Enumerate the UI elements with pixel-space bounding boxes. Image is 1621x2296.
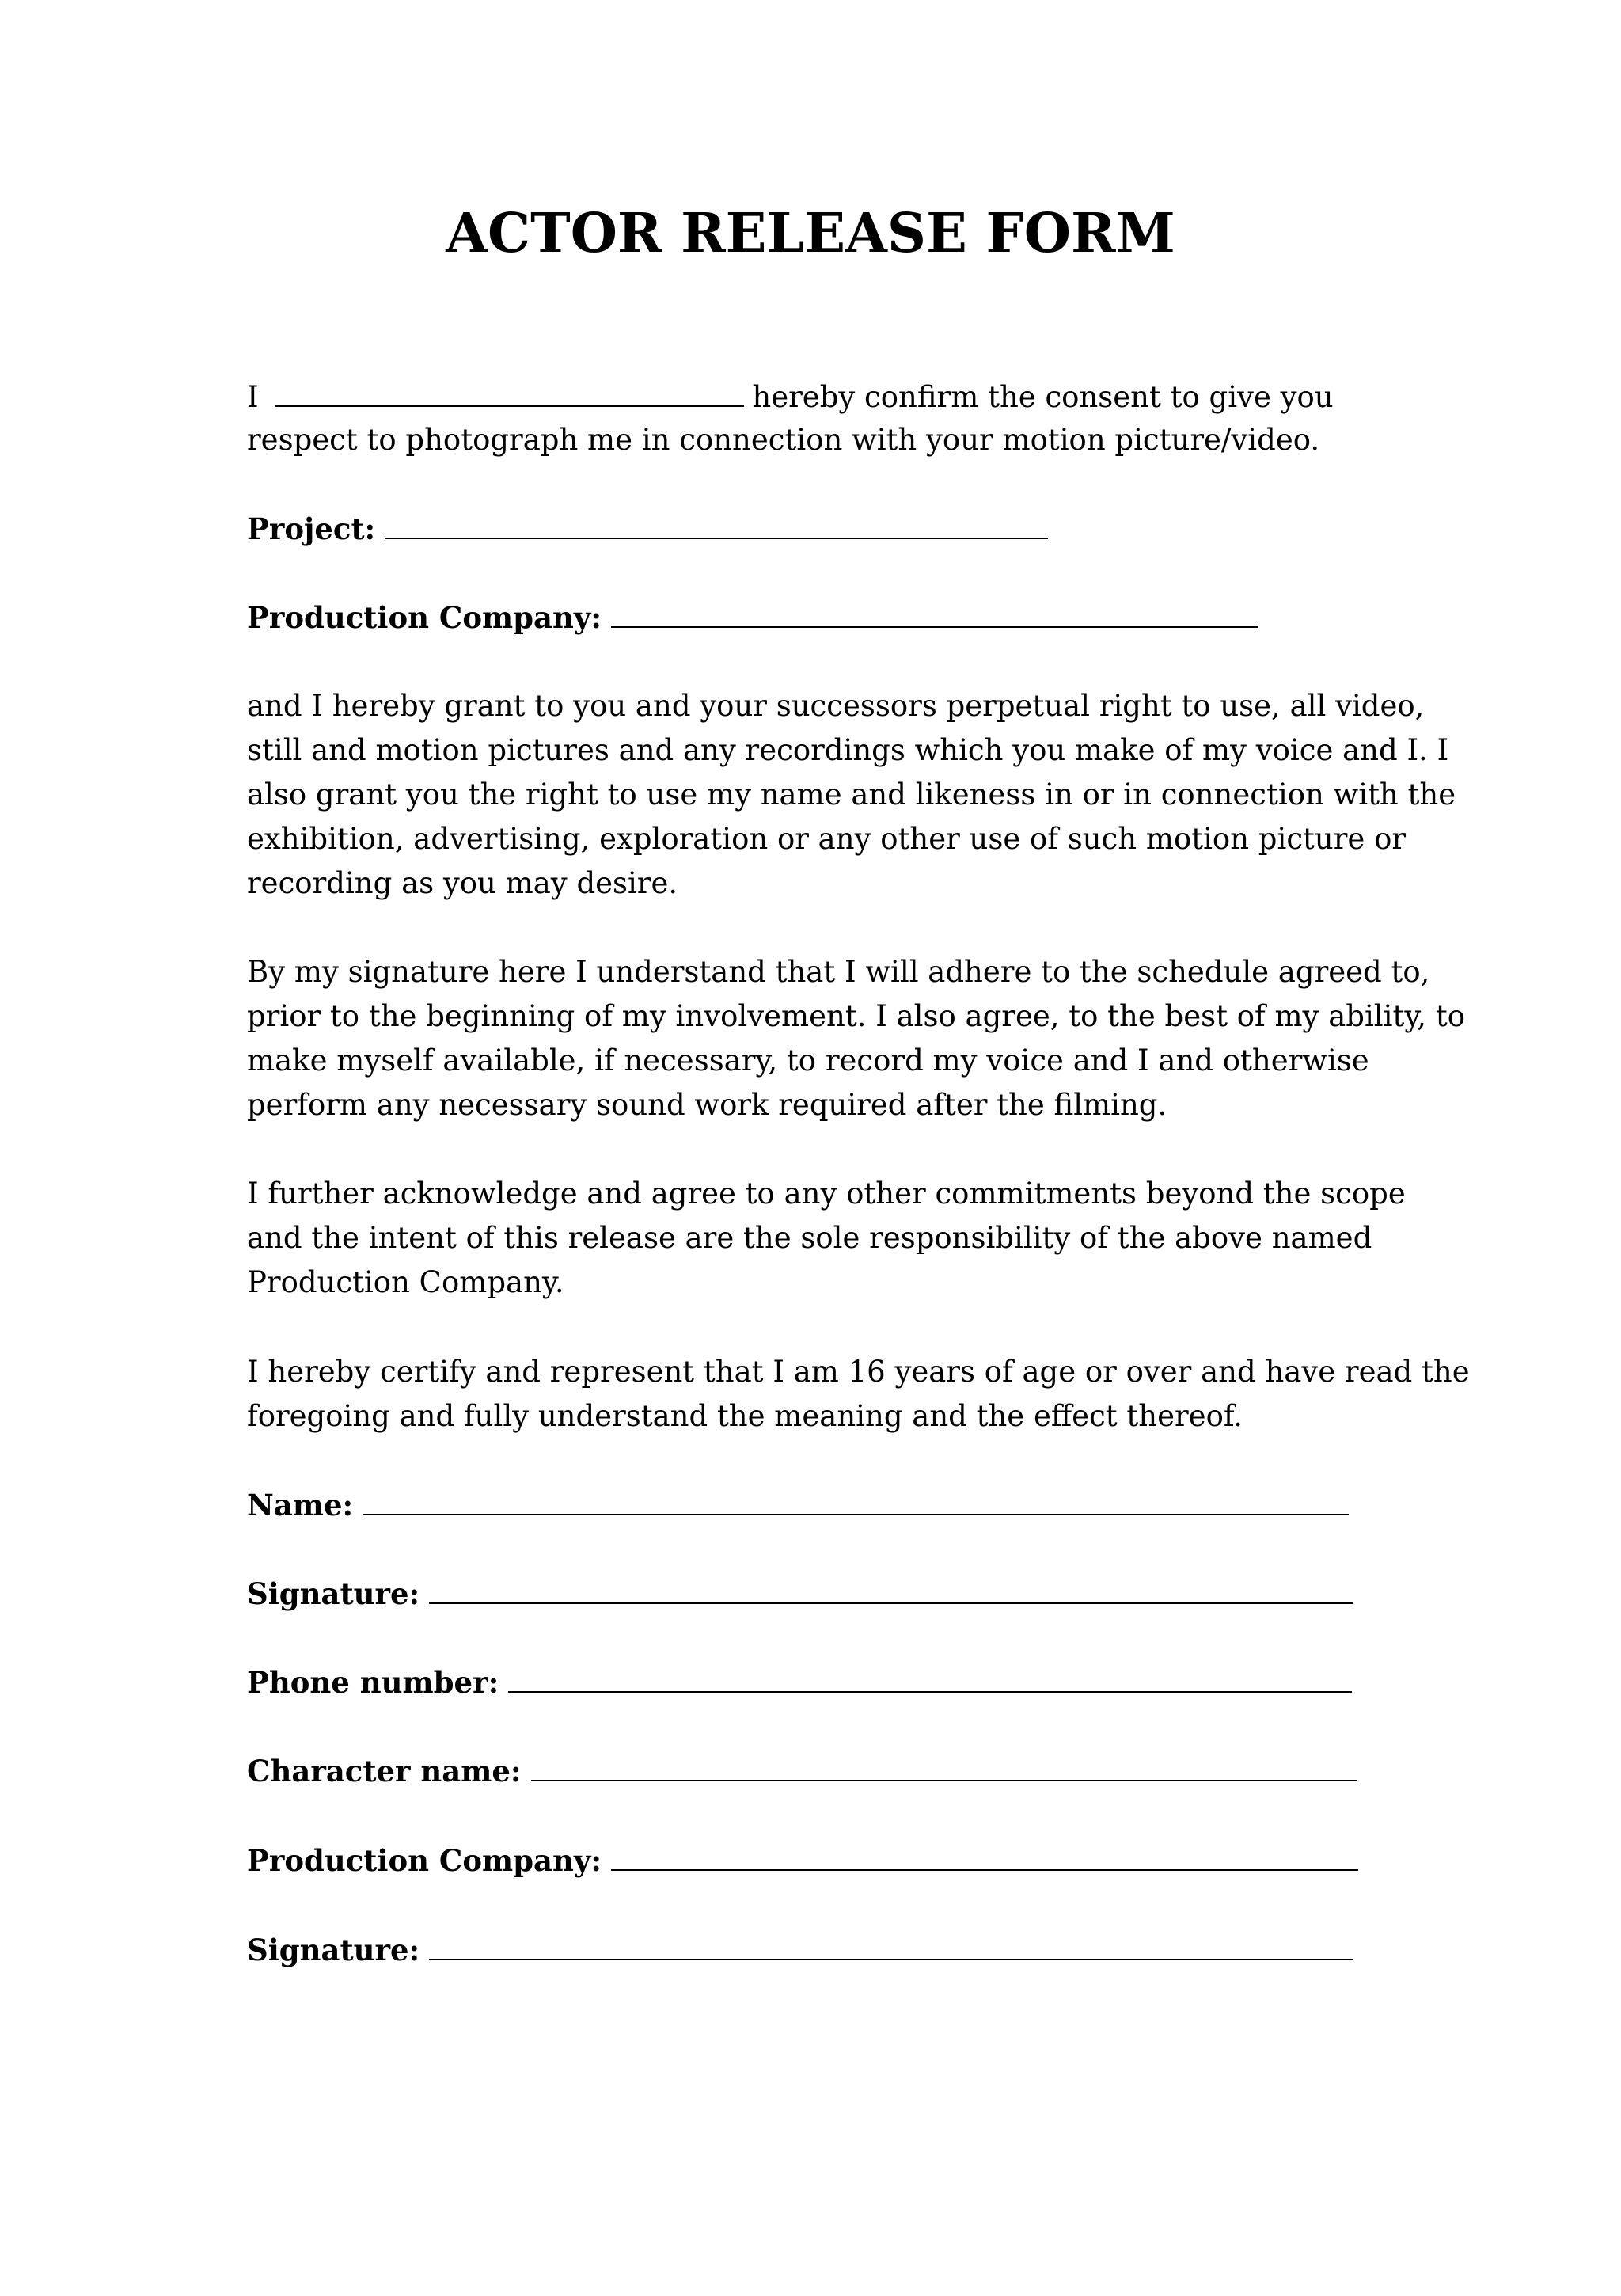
- paragraph-line: I hereby certify and represent that I am 16 years of age or over and have read the: [247, 1355, 1470, 1389]
- project-field: [247, 507, 1048, 551]
- production-company-field-2: [247, 1838, 1358, 1883]
- intro-suffix: hereby confirm the consent to give you: [752, 380, 1334, 414]
- paragraph-line: still and motion pictures and any recordings which you make of my voice and I. I: [247, 733, 1449, 767]
- paragraph-line: make myself available, if necessary, to record my voice and I and otherwise: [247, 1043, 1369, 1078]
- signature-field-2: [247, 1928, 1353, 1972]
- phone-number-input-line[interactable]: [508, 1661, 1352, 1693]
- paragraph-line: Production Company.: [247, 1265, 564, 1299]
- signature-input-line-2[interactable]: [429, 1929, 1353, 1960]
- intro-prefix: I: [247, 380, 259, 414]
- production-company-field: [247, 595, 1258, 640]
- phone-number-field: [247, 1660, 1352, 1705]
- paragraph-line: exhibition, advertising, exploration or any other use of such motion picture or: [247, 822, 1407, 856]
- certify-paragraph: [247, 1350, 1470, 1439]
- page-title: ACTOR RELEASE FORM: [446, 202, 1175, 265]
- project-label: Project:: [247, 511, 376, 546]
- paragraph-line: and the intent of this release are the sole responsibility of the above named: [247, 1221, 1372, 1255]
- paragraph-line: I further acknowledge and agree to any other commitments beyond the scope: [247, 1177, 1406, 1211]
- paragraph-line: recording as you may desire.: [247, 866, 678, 900]
- actor-name-blank[interactable]: [275, 374, 744, 407]
- character-name-label: Character name:: [247, 1754, 522, 1789]
- name-input-line[interactable]: [363, 1484, 1349, 1515]
- production-company-input-line[interactable]: [611, 596, 1258, 628]
- paragraph-line: also grant you the right to use my name and likeness in or in connection with the: [247, 777, 1456, 812]
- production-company-label: Production Company:: [247, 600, 602, 635]
- paragraph-line: By my signature here I understand that I will adhere to the schedule agreed to,: [247, 955, 1430, 989]
- paragraph-line: perform any necessary sound work required after the filming.: [247, 1088, 1167, 1122]
- paragraph-line: and I hereby grant to you and your successors perpetual right to use, all video,: [247, 689, 1425, 723]
- paragraph-line: prior to the beginning of my involvement. I also agree, to the best of my ability, to: [247, 999, 1465, 1033]
- paragraph-line: foregoing and fully understand the meaning and the effect thereof.: [247, 1399, 1243, 1433]
- intro-line-2: respect to photograph me in connection with your motion picture/video.: [247, 423, 1320, 457]
- schedule-paragraph: [247, 950, 1465, 1127]
- project-input-line[interactable]: [385, 507, 1048, 539]
- phone-number-label: Phone number:: [247, 1665, 499, 1700]
- signature-label: Signature:: [247, 1576, 420, 1611]
- production-company-input-line-2[interactable]: [611, 1839, 1358, 1871]
- signature-label-2: Signature:: [247, 1933, 420, 1967]
- name-field: [247, 1483, 1349, 1527]
- commitments-paragraph: [247, 1172, 1406, 1305]
- character-name-field: [247, 1749, 1357, 1793]
- production-company-label-2: Production Company:: [247, 1843, 602, 1878]
- name-label: Name:: [247, 1488, 354, 1522]
- signature-field: [247, 1572, 1353, 1616]
- grant-paragraph: [247, 684, 1456, 906]
- character-name-input-line[interactable]: [531, 1750, 1357, 1781]
- signature-input-line[interactable]: [429, 1572, 1353, 1604]
- intro-paragraph: [247, 374, 1387, 462]
